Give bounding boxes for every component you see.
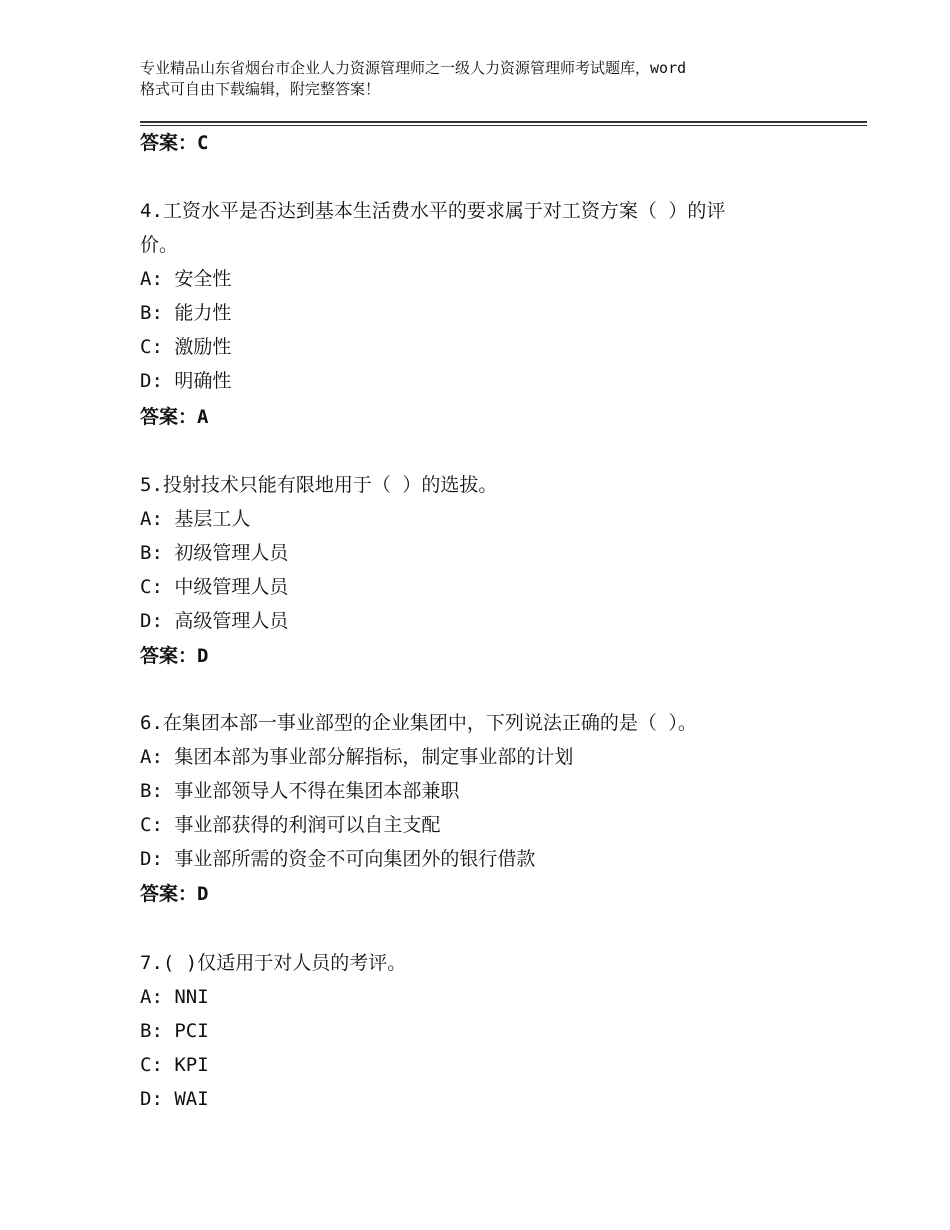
question-4-option-b: B: 能力性	[140, 302, 232, 324]
question-4-stem-line-2: 价。	[140, 234, 179, 256]
question-5-stem: 5.投射技术只能有限地用于（ ）的选拔。	[140, 474, 498, 496]
question-7-stem: 7.( )仅适用于对人员的考评。	[140, 952, 407, 974]
question-5-option-c: C: 中级管理人员	[140, 576, 289, 598]
answer-label: 答案：	[140, 645, 198, 667]
document-header	[140, 58, 840, 100]
question-6-stem: 6.在集团本部一事业部型的企业集团中，下列说法正确的是（ ）。	[140, 712, 697, 734]
question-7-option-a: A: NNI	[140, 986, 209, 1008]
answer-value: D	[197, 883, 209, 905]
question-4-stem-line-1: 4.工资水平是否达到基本生活费水平的要求属于对工资方案（ ）的评	[140, 200, 726, 222]
answer-value: D	[197, 645, 209, 667]
header-divider	[140, 121, 867, 123]
question-4-option-c: C: 激励性	[140, 336, 232, 358]
question-5-option-d: D: 高级管理人员	[140, 610, 289, 632]
header-divider-thin	[140, 125, 867, 126]
answer-q6	[140, 881, 208, 907]
answer-value: C	[197, 132, 209, 154]
answer-label: 答案：	[140, 883, 198, 905]
question-6-option-d: D: 事业部所需的资金不可向集团外的银行借款	[140, 848, 536, 870]
header-line-2: 格式可自由下载编辑，附完整答案！	[140, 80, 381, 98]
question-7-option-d: D: WAI	[140, 1088, 209, 1110]
question-6-option-a: A: 集团本部为事业部分解指标，制定事业部的计划	[140, 746, 574, 768]
question-6-option-b: B: 事业部领导人不得在集团本部兼职	[140, 780, 460, 802]
question-4-option-a: A: 安全性	[140, 268, 232, 290]
answer-q5	[140, 643, 208, 669]
answer-label: 答案：	[140, 406, 198, 428]
header-line-1: 专业精品山东省烟台市企业人力资源管理师之一级人力资源管理师考试题库，word	[140, 59, 687, 77]
answer-label: 答案：	[140, 132, 198, 154]
question-5-option-b: B: 初级管理人员	[140, 542, 289, 564]
question-5-option-a: A: 基层工人	[140, 508, 251, 530]
question-7-option-c: C: KPI	[140, 1054, 209, 1076]
answer-q3	[140, 130, 208, 156]
answer-q4	[140, 404, 208, 430]
question-7-option-b: B: PCI	[140, 1020, 209, 1042]
question-6-option-c: C: 事业部获得的利润可以自主支配	[140, 814, 441, 836]
answer-value: A	[197, 406, 209, 428]
question-4-option-d: D: 明确性	[140, 370, 232, 392]
